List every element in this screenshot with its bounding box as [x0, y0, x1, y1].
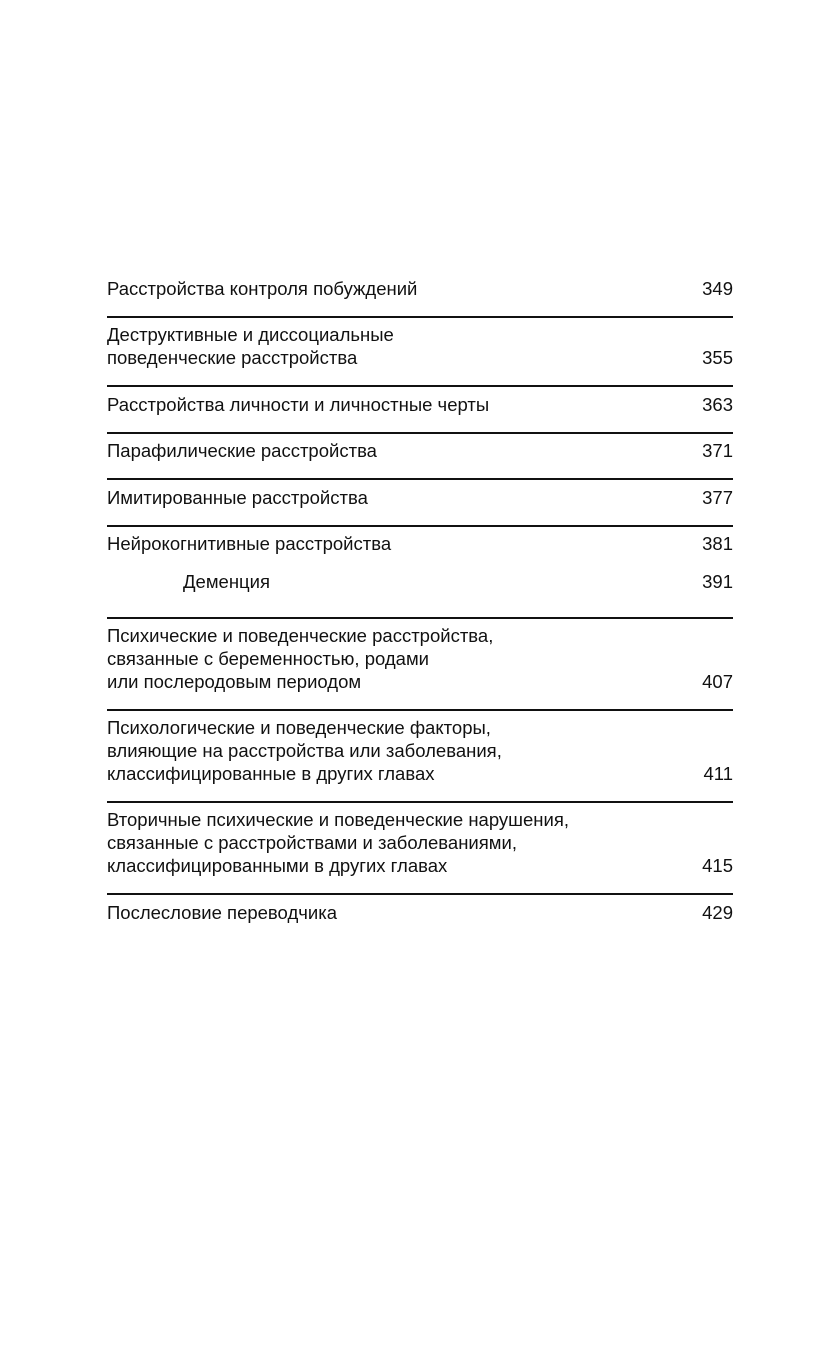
toc-entry-title: Имитированные расстройства [107, 487, 368, 508]
toc-entry-title: Нейрокогнитивные расстройства [107, 533, 392, 554]
divider [107, 709, 733, 711]
table-of-contents [107, 270, 733, 924]
toc-entry-personality[interactable] [107, 393, 733, 416]
toc-entry-page: 363 [702, 394, 733, 415]
divider [107, 617, 733, 619]
toc-entry-neurocognitive[interactable] [107, 532, 733, 555]
toc-entry-page: 355 [702, 347, 733, 368]
toc-entry-page: 377 [702, 487, 733, 508]
divider [107, 478, 733, 480]
toc-entry-factitious[interactable] [107, 486, 733, 509]
toc-entry-title: Расстройства личности и личностные черты [107, 394, 490, 415]
toc-entry-title: Расстройства контроля побуждений [107, 278, 418, 299]
toc-entry-pregnancy[interactable] [107, 624, 733, 693]
toc-entry-title: Вторичные психические и поведенческие нарушения, связанные с расстройствами и заболеваниями, классифицированными в других главах [107, 809, 569, 876]
toc-entry-page: 381 [702, 533, 733, 554]
toc-entry-title: Психические и поведенческие расстройства, связанные с беременностью, родами или послеродовым периодом [107, 625, 494, 692]
toc-entry-impulse-control[interactable] [107, 277, 733, 300]
toc-entry-page: 349 [702, 278, 733, 299]
toc-entry-page: 407 [702, 671, 733, 692]
toc-entry-psychological-factors[interactable] [107, 716, 733, 785]
toc-entry-page: 411 [703, 763, 733, 784]
toc-entry-title: Деструктивные и диссоциальные поведенческие расстройства [107, 324, 394, 368]
divider [107, 316, 733, 318]
toc-entry-title: Психологические и поведенческие факторы, влияющие на расстройства или заболевания, классифицированные в других главах [107, 717, 502, 784]
toc-entry-page: 371 [702, 440, 733, 461]
toc-entry-page: 415 [702, 855, 733, 876]
toc-entry-page: 391 [702, 571, 733, 592]
divider [107, 385, 733, 387]
divider [107, 525, 733, 527]
toc-subentry-dementia[interactable] [107, 570, 733, 593]
toc-entry-title: Послесловие переводчика [107, 902, 337, 923]
divider [107, 801, 733, 803]
divider [107, 893, 733, 895]
toc-entry-afterword[interactable] [107, 901, 733, 924]
toc-entry-title: Деменция [183, 571, 270, 592]
toc-entry-paraphilic[interactable] [107, 439, 733, 462]
toc-entry-title: Парафилические расстройства [107, 440, 377, 461]
toc-entry-disruptive[interactable] [107, 323, 733, 369]
toc-entry-page: 429 [702, 902, 733, 923]
toc-entry-secondary[interactable] [107, 808, 733, 877]
divider [107, 432, 733, 434]
